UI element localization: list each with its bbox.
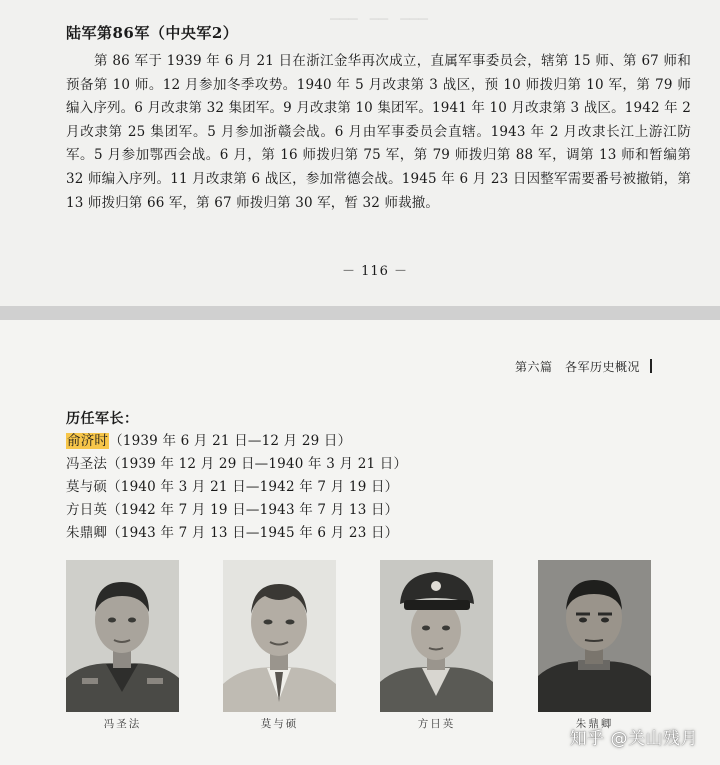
commander-list	[66, 430, 407, 545]
portrait-3-image	[380, 560, 493, 712]
commander-entry	[66, 430, 407, 453]
running-header	[515, 358, 652, 375]
portrait-photo-3	[380, 560, 493, 712]
commander-name: 方日英	[66, 502, 108, 518]
commander-term: （1939 年 6 月 21 日—12 月 29 日）	[109, 433, 352, 449]
running-header-text: 第六篇 各军历史概况	[514, 360, 640, 374]
section-paragraph: 第 86 军于 1939 年 6 月 21 日在浙江金华再次成立，直属军事委员会，辖第 15 师、第 67 师和预备第 10 师。12 月参加冬季攻势。1940 年 5 月改隶第 3 战区，预 10 师拨归第 10 军，第 79 师编入序列。6 月改隶第 32 集团军。9 月改隶第 10 集团军。1941 年 10 月改隶第 3 战区。1942 年 2 月改隶第 25 集团军。5 月参加浙赣会战。6 月由军事委员会直辖。1943 年 2 月改隶长江上游江防军。5 月参加鄂西会战。6 月，第 16 师拨归第 75 军，第 79 师拨归第 88 军，调第 13 师和暂编第 32 师编入序列。11 月改隶第 6 战区，参加常德会战。1945 年 6 月 23 日因整军需要番号被撤销，第 13 师拨归第 66 军，第 67 师拨归第 30 军，暂 32 师裁撤。	[66, 53, 691, 211]
commander-term: （1943 年 7 月 13 日—1945 年 6 月 23 日）	[107, 525, 399, 541]
watermark: 知乎 @关山残月	[569, 729, 698, 749]
portrait-photo-2	[223, 560, 336, 712]
section-title: 陆军第86军（中央军2）	[66, 24, 239, 42]
portrait-caption-1: 冯圣法	[103, 718, 142, 730]
commander-term: （1939 年 12 月 29 日—1940 年 3 月 21 日）	[107, 456, 408, 472]
portrait-caption-2: 莫与硕	[260, 718, 299, 730]
portrait-1-image	[66, 560, 179, 712]
commander-name-highlighted: 俞济时	[67, 433, 109, 449]
commander-name: 冯圣法	[66, 456, 108, 472]
commanders-label: 历任军长：	[66, 411, 139, 427]
portrait-photo-4	[538, 560, 651, 712]
commander-name: 朱鼎卿	[66, 525, 108, 541]
portrait-4-image	[538, 560, 651, 712]
commander-entry	[66, 453, 407, 476]
commander-term: （1940 年 3 月 21 日—1942 年 7 月 19 日）	[107, 479, 399, 495]
header-bar-mark	[650, 359, 652, 373]
portrait-photo-1	[66, 560, 179, 712]
commander-entry	[66, 522, 407, 545]
commander-name: 莫与硕	[66, 479, 108, 495]
page-separator	[0, 306, 720, 320]
commander-entry	[66, 476, 407, 499]
upper-book-page: ▁▁▁ ▁▁ ▁▁▁ 陆军第86军（中央军2） 第 86 军于 1939 年 6 月 21 日在浙江金华再次成立，直属军事委员会，辖第 15 师、第 67 师和预备第 10 师。12 月参加冬季攻势。1940 年 5 月改隶第 3 战区，预 10 师拨归第 10 军，第 79 师编入序列。6 月改隶第 32 集团军。9 月改隶第 10 集团军。1941 年 10 月改隶第 3 战区。1942 年 2 月改隶第 25 集团军。5 月参加浙赣会战。6 月由军事委员会直辖。1943 年 2 月改隶长江上游江防军。5 月参加鄂西会战。6 月，第 16 师拨归第 75 军，第 79 师拨归第 88 军，调第 13 师和暂编第 32 师编入序列。11 月改隶第 6 战区，参加常德会战。1945 年 6 月 23 日因整军需要番号被撤销，第 13 师拨归第 66 军，第 67 师拨归第 30 军，暂 32 师裁撤。 － 116 －	[0, 0, 720, 306]
lower-book-page	[0, 320, 720, 765]
commander-entry	[66, 499, 407, 522]
commander-term: （1942 年 7 月 19 日—1943 年 7 月 13 日）	[107, 502, 399, 518]
portrait-2-image	[223, 560, 336, 712]
page-number: － 116 －	[341, 264, 409, 279]
portrait-caption-3: 方日英	[417, 718, 456, 730]
portrait-caption-4: 朱鼎卿	[575, 718, 614, 730]
